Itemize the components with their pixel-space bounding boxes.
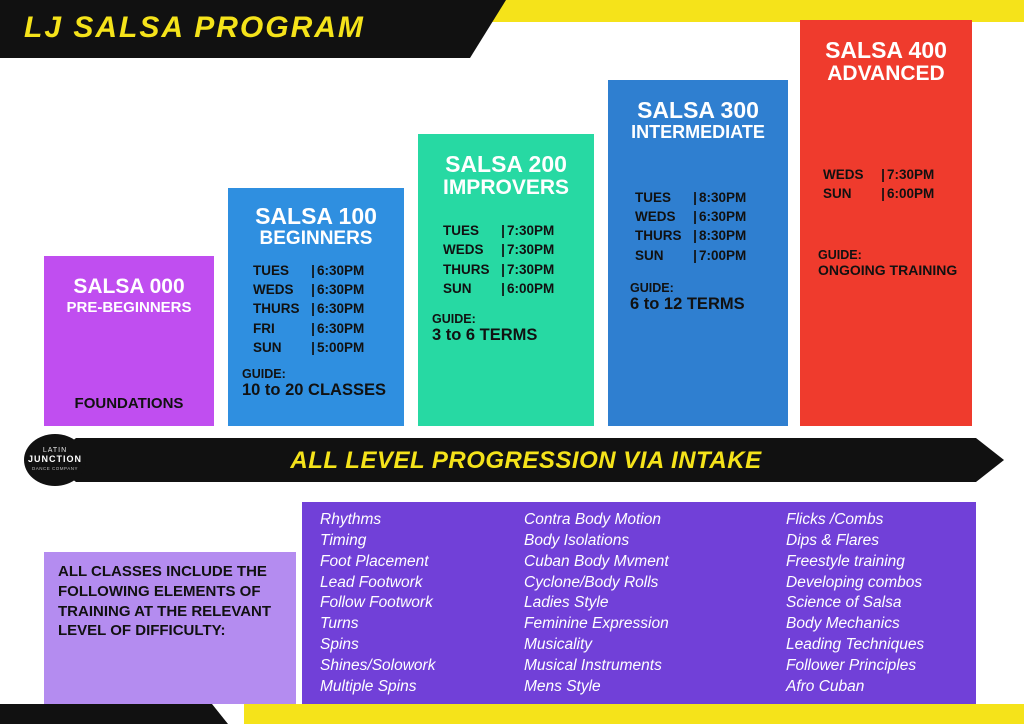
schedule-row bbox=[800, 184, 972, 203]
skill-item: Science of Salsa bbox=[786, 594, 902, 612]
skills-column-3 bbox=[776, 510, 976, 704]
skill-item: Developing combos bbox=[786, 573, 923, 591]
level-footer-note: FOUNDATIONS bbox=[74, 395, 184, 412]
level-subtitle: INTERMEDIATE bbox=[631, 122, 765, 143]
schedule-day: FRI bbox=[253, 320, 275, 336]
brand-logo bbox=[24, 434, 86, 486]
footer-accent-bar bbox=[244, 704, 1024, 724]
schedule-day: WEDS bbox=[635, 209, 676, 225]
skill-item: Body Mechanics bbox=[786, 615, 900, 633]
level-title: SALSA 100 bbox=[255, 203, 377, 229]
schedule-day: THURS bbox=[443, 261, 490, 277]
schedule-time: 6:30PM bbox=[317, 301, 365, 317]
schedule-separator: | bbox=[881, 186, 885, 202]
logo-bottom-text: DANCE COMPANY bbox=[32, 466, 78, 471]
guide-label: GUIDE: bbox=[242, 366, 286, 381]
skill-item: Musical Instruments bbox=[524, 656, 662, 674]
schedule-separator: | bbox=[311, 301, 315, 317]
guide-value: 10 to 20 CLASSES bbox=[242, 380, 386, 399]
schedule-time: 6:30PM bbox=[317, 282, 365, 298]
schedule-day: WEDS bbox=[443, 242, 484, 258]
skill-item: Ladies Style bbox=[524, 594, 609, 612]
progression-banner bbox=[76, 438, 976, 482]
schedule-time: 7:30PM bbox=[507, 223, 555, 239]
guide-value: ONGOING TRAINING bbox=[818, 261, 958, 278]
schedule-row bbox=[418, 240, 594, 259]
skill-item: Cyclone/Body Rolls bbox=[524, 573, 659, 591]
schedule-time: 8:30PM bbox=[699, 228, 747, 244]
skill-item: Flicks /Combs bbox=[786, 511, 884, 528]
schedule-separator: | bbox=[693, 209, 697, 225]
logo-top-text: LATIN bbox=[42, 447, 68, 454]
schedule-day: TUES bbox=[635, 190, 672, 206]
progression-text: ALL LEVEL PROGRESSION VIA INTAKE bbox=[290, 447, 762, 474]
header-banner bbox=[0, 0, 470, 58]
footer-black-bar bbox=[0, 704, 212, 724]
schedule-separator: | bbox=[311, 320, 315, 336]
schedule-time: 6:30PM bbox=[317, 263, 365, 279]
schedule-row bbox=[800, 165, 972, 184]
schedule-row bbox=[418, 221, 594, 240]
schedule-day: SUN bbox=[253, 339, 282, 355]
skills-panel bbox=[302, 502, 976, 704]
schedule-separator: | bbox=[311, 263, 315, 279]
schedule-separator: | bbox=[693, 190, 697, 206]
level-subtitle: BEGINNERS bbox=[259, 228, 373, 250]
schedule-day: TUES bbox=[253, 263, 290, 279]
schedule-separator: | bbox=[693, 228, 697, 244]
skill-item: Freestyle training bbox=[786, 552, 905, 570]
logo-main-text: JUNCTION bbox=[27, 454, 82, 464]
skill-item: Spins bbox=[320, 636, 359, 654]
schedule-row bbox=[228, 319, 404, 338]
schedule-separator: | bbox=[881, 167, 885, 183]
schedule-day: TUES bbox=[443, 223, 480, 239]
skills-column-2 bbox=[506, 510, 776, 704]
schedule-time: 6:00PM bbox=[507, 280, 555, 296]
schedule-row bbox=[228, 261, 404, 280]
schedule-separator: | bbox=[311, 339, 315, 355]
schedule-time: 8:30PM bbox=[699, 190, 747, 206]
schedule-list bbox=[418, 221, 594, 298]
level-subtitle: PRE-BEGINNERS bbox=[66, 299, 192, 317]
schedule-day: WEDS bbox=[253, 282, 294, 298]
skill-item: Multiple Spins bbox=[320, 677, 417, 695]
schedule-row bbox=[608, 246, 788, 265]
skill-item: Contra Body Motion bbox=[524, 511, 661, 528]
schedule-time: 7:30PM bbox=[507, 261, 555, 277]
skill-item: Lead Footwork bbox=[320, 573, 423, 591]
schedule-separator: | bbox=[311, 282, 315, 298]
page-title: LJ SALSA PROGRAM bbox=[24, 11, 365, 44]
schedule-separator: | bbox=[693, 247, 697, 263]
skill-item: Mens Style bbox=[524, 677, 601, 695]
skill-item: Dips & Flares bbox=[786, 531, 880, 549]
schedule-row bbox=[418, 260, 594, 279]
level-card-salsa-200[interactable] bbox=[418, 134, 594, 426]
skill-item: Cuban Body Mvment bbox=[524, 552, 669, 570]
schedule-time: 6:00PM bbox=[887, 186, 935, 202]
level-title: SALSA 400 bbox=[825, 37, 947, 63]
schedule-row bbox=[228, 280, 404, 299]
training-elements-note-text: ALL CLASSES INCLUDE THE FOLLOWING ELEMENTS OF TRAINING AT THE RELEVANT LEVEL OF DIFFICULTY: bbox=[58, 563, 272, 640]
schedule-row bbox=[608, 226, 788, 245]
level-card-salsa-100[interactable] bbox=[228, 188, 404, 426]
guide-value: 3 to 6 TERMS bbox=[432, 325, 538, 344]
schedule-day: THURS bbox=[635, 228, 682, 244]
schedule-list bbox=[608, 188, 788, 265]
schedule-list bbox=[228, 261, 404, 357]
schedule-row bbox=[228, 338, 404, 357]
schedule-row bbox=[418, 279, 594, 298]
skill-item: Foot Placement bbox=[320, 552, 429, 570]
level-title: SALSA 300 bbox=[637, 97, 759, 123]
guide-label: GUIDE: bbox=[432, 311, 476, 326]
schedule-separator: | bbox=[501, 242, 505, 258]
skill-item: Body Isolations bbox=[524, 531, 630, 549]
level-card-salsa-400[interactable] bbox=[800, 20, 972, 426]
schedule-time: 7:30PM bbox=[887, 167, 935, 183]
guide-value: 6 to 12 TERMS bbox=[630, 294, 745, 313]
level-card-salsa-300[interactable] bbox=[608, 80, 788, 426]
guide-label: GUIDE: bbox=[818, 247, 862, 262]
schedule-separator: | bbox=[501, 261, 505, 277]
schedule-list bbox=[800, 165, 972, 203]
training-elements-note bbox=[44, 552, 296, 704]
skill-item: Leading Techniques bbox=[786, 636, 925, 654]
schedule-row bbox=[608, 207, 788, 226]
skills-column-1 bbox=[302, 510, 506, 704]
schedule-separator: | bbox=[501, 223, 505, 239]
skill-item: Turns bbox=[320, 615, 359, 633]
schedule-time: 7:00PM bbox=[699, 247, 747, 263]
skill-item: Follow Footwork bbox=[320, 594, 433, 612]
schedule-time: 5:00PM bbox=[317, 339, 365, 355]
schedule-day: WEDS bbox=[823, 167, 864, 183]
level-card-salsa-000[interactable] bbox=[44, 256, 214, 426]
schedule-row bbox=[228, 299, 404, 318]
skill-item: Feminine Expression bbox=[524, 615, 669, 633]
skill-item: Rhythms bbox=[320, 511, 382, 528]
level-title: SALSA 000 bbox=[73, 275, 185, 298]
schedule-time: 7:30PM bbox=[507, 242, 555, 258]
schedule-day: SUN bbox=[635, 247, 664, 263]
level-subtitle: IMPROVERS bbox=[442, 176, 570, 200]
schedule-time: 6:30PM bbox=[317, 320, 365, 336]
skill-item: Musicality bbox=[524, 636, 593, 654]
schedule-day: THURS bbox=[253, 301, 300, 317]
schedule-day: SUN bbox=[823, 186, 852, 202]
skill-item: Follower Principles bbox=[786, 656, 917, 674]
skill-item: Timing bbox=[320, 531, 367, 549]
skill-item: Shines/Solowork bbox=[320, 656, 436, 674]
schedule-time: 6:30PM bbox=[699, 209, 747, 225]
level-title: SALSA 200 bbox=[445, 151, 567, 177]
schedule-separator: | bbox=[501, 280, 505, 296]
guide-label: GUIDE: bbox=[630, 280, 674, 295]
level-subtitle: ADVANCED bbox=[827, 62, 945, 86]
schedule-row bbox=[608, 188, 788, 207]
skill-item: Afro Cuban bbox=[786, 677, 865, 695]
schedule-day: SUN bbox=[443, 280, 472, 296]
